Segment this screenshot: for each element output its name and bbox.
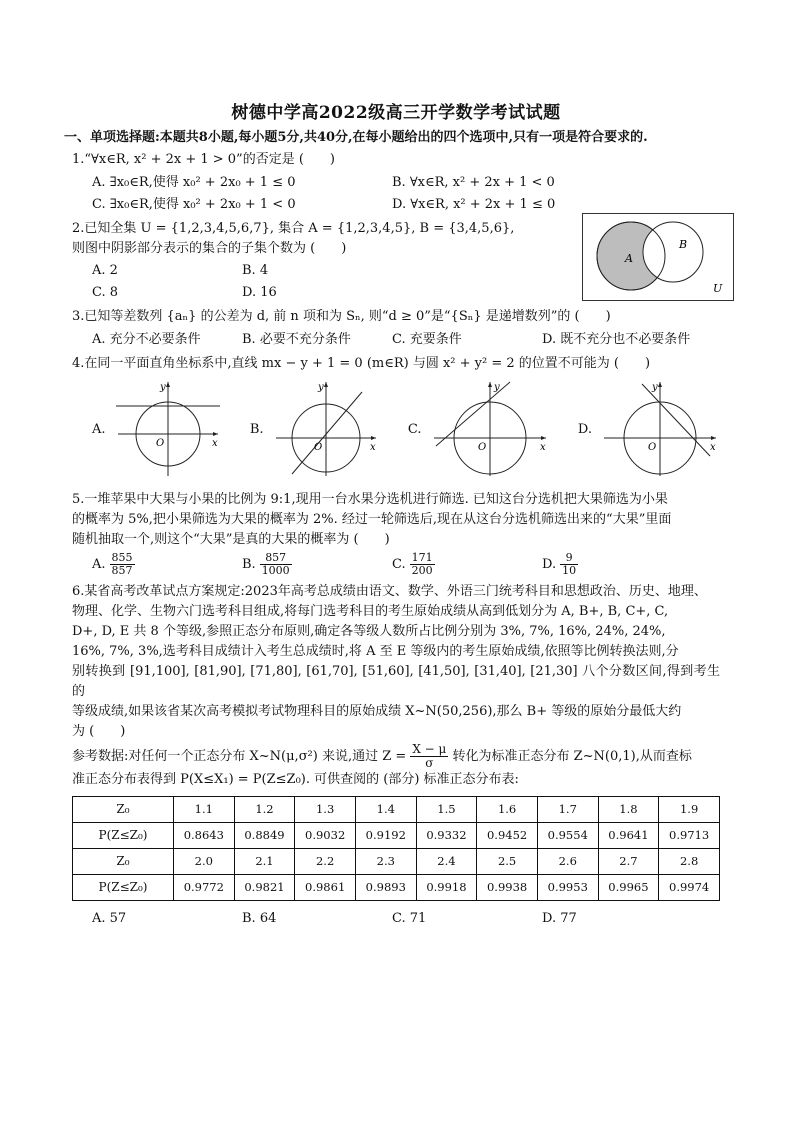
- graph-a-y-label: y: [159, 381, 166, 393]
- question-2-stem-line2: 则图中阴影部分表示的集合的子集个数为 ( ): [72, 241, 347, 257]
- question-5-line3: 随机抽取一个,则这个“大果”是真的大果的概率为 ( ): [72, 532, 390, 548]
- option-d: D. 16: [242, 285, 277, 301]
- table-cell: 1.4: [355, 797, 416, 823]
- option-c: C. 充要条件: [392, 331, 462, 347]
- question-6-reference-line1: [72, 743, 720, 770]
- option-b-denominator: 1000: [261, 564, 290, 578]
- graph-a-origin: O: [155, 437, 164, 449]
- table-cell: 0.8849: [234, 823, 295, 849]
- question-4-graphs: [92, 378, 722, 482]
- table-cell: 2.2: [295, 849, 356, 875]
- graph-d-label: D.: [577, 421, 592, 437]
- graph-b-origin: O: [313, 441, 322, 453]
- question-6-line5: 别转换到 [91,100], [81,90], [71,80], [61,70], [51,60], [41,50], [31,40], [21,30] 八个分数区间,得到考生的: [72, 664, 720, 700]
- table-cell: 0.9965: [598, 875, 659, 901]
- table-cell: 2.7: [598, 849, 659, 875]
- option-c: C. ∃x₀∈R,使得 x₀² + 2x₀ + 1 < 0: [92, 196, 296, 212]
- table-cell: 1.7: [537, 797, 598, 823]
- question-6-options: [92, 909, 720, 929]
- venn-label-u: U: [713, 281, 723, 295]
- reference-denominator: σ: [425, 755, 434, 770]
- table-row-header: P(Z≤Z₀): [73, 823, 174, 849]
- venn-svg: [583, 214, 733, 300]
- table-cell: 1.6: [477, 797, 538, 823]
- table-cell: 2.8: [659, 849, 720, 875]
- table-cell: 0.9938: [477, 875, 538, 901]
- graph-d-y-label: y: [651, 381, 658, 393]
- graph-a-svg: [112, 378, 224, 482]
- question-4-stem: 4.在同一平面直角坐标系中,直线 mx − y + 1 = 0 (m∈R) 与圆 x² + y² = 2 的位置不可能为 ( ): [72, 355, 651, 371]
- reference-text-a: 参考数据:对任何一个正态分布 X~N(μ,σ²) 来说,通过 Z =: [72, 748, 407, 764]
- graph-a-label: A.: [92, 421, 106, 437]
- section-heading: 一、单项选择题:本题共8小题,每小题5分,共40分,在每小题给出的四个选项中,只有一项是符合要求的.: [64, 130, 648, 146]
- table-cell: 0.9893: [355, 875, 416, 901]
- table-cell: 2.6: [537, 849, 598, 875]
- option-c-denominator: 200: [411, 564, 433, 578]
- table-cell: 0.9554: [537, 823, 598, 849]
- question-6-line1: 6.某省高考改革试点方案规定:2023年高考总成绩由语文、数学、外语三门统考科目和思想政治、历史、地理、: [72, 583, 707, 599]
- option-c: C. 8: [92, 285, 119, 301]
- reference-fraction: [410, 743, 448, 770]
- option-a: [92, 552, 242, 577]
- graph-c-origin: O: [477, 441, 486, 453]
- option-b-label: B.: [242, 557, 256, 573]
- option-a-numerator: 855: [111, 551, 133, 565]
- table-cell: 0.9772: [174, 875, 235, 901]
- venn-circle-b: [643, 222, 703, 282]
- graph-a: [92, 378, 224, 482]
- question-1: [72, 150, 720, 214]
- question-6-line4: 16%, 7%, 3%,选考科目成绩计入考生总成绩时,将 A 至 E 等级内的考生原始成绩,依照等比例转换法则,分: [72, 643, 679, 659]
- table-cell: 1.3: [295, 797, 356, 823]
- option-d: [542, 552, 692, 577]
- table-cell: 0.9452: [477, 823, 538, 849]
- question-2: [72, 219, 723, 304]
- question-5-options: [92, 552, 720, 577]
- graph-c-y-label: y: [493, 381, 500, 393]
- question-5: [72, 490, 720, 578]
- option-b: [242, 552, 392, 577]
- option-d-fraction: [560, 552, 578, 577]
- venn-label-b: B: [679, 237, 688, 251]
- table-cell: 2.3: [355, 849, 416, 875]
- table-cell: 0.8643: [174, 823, 235, 849]
- question-3-stem: 3.已知等差数列 {aₙ} 的公差为 d, 前 n 项和为 Sₙ, 则“d ≥ 0”是“{Sₙ} 是递增数列”的 ( ): [72, 309, 611, 325]
- option-b-fraction: [260, 552, 292, 577]
- graph-d-x-label: x: [709, 441, 716, 453]
- option-b: B. 64: [242, 911, 277, 927]
- option-d: D. 77: [542, 911, 577, 927]
- graph-c-svg: [428, 378, 552, 482]
- question-1-stem: 1.“∀x∈R, x² + 2x + 1 > 0”的否定是 ( ): [72, 152, 335, 168]
- venn-label-a: A: [625, 251, 633, 265]
- option-a: A. 充分不必要条件: [92, 331, 201, 347]
- graph-b-svg: [270, 378, 382, 482]
- question-3: [72, 307, 720, 349]
- table-row-p-row-1: [73, 823, 720, 849]
- graph-c-label: C.: [407, 421, 422, 437]
- graph-b-y-label: y: [317, 381, 324, 393]
- table-cell: 1.9: [659, 797, 720, 823]
- option-b: B. 必要不充分条件: [242, 331, 351, 347]
- option-d-numerator: 9: [560, 552, 578, 565]
- normal-distribution-table: [72, 796, 720, 901]
- table-cell: 1.5: [416, 797, 477, 823]
- option-a: A. ∃x₀∈R,使得 x₀² + 2x₀ + 1 ≤ 0: [92, 174, 296, 190]
- option-b: B. ∀x∈R, x² + 2x + 1 < 0: [392, 174, 555, 190]
- table-cell: 0.9918: [416, 875, 477, 901]
- option-a-label: A.: [92, 557, 106, 573]
- question-2-stem-line1: 2.已知全集 U = {1,2,3,4,5,6,7}, 集合 A = {1,2,3,4,5}, B = {3,4,5,6},: [72, 220, 515, 236]
- option-c: C. 71: [392, 911, 427, 927]
- exam-title: 树德中学高2022级高三开学数学考试试题: [231, 103, 561, 123]
- question-6: [72, 582, 720, 930]
- table-cell: 2.5: [477, 849, 538, 875]
- table-row-z-row-2: [73, 849, 720, 875]
- table-cell: 2.4: [416, 849, 477, 875]
- option-c: [392, 552, 542, 577]
- graph-c: [408, 378, 552, 482]
- question-5-line1: 5.一堆苹果中大果与小果的比例为 9:1,现用一台水果分选机进行筛选. 已知这台分选机把大果筛选为小果: [72, 491, 668, 507]
- table-cell: 0.9861: [295, 875, 356, 901]
- graph-c-x-label: x: [539, 441, 546, 453]
- question-6-line2: 物理、化学、生物六门选考科目组成,将每门选考科目的考生原始成绩从高到低划分为 A, B+, B, C+, C,: [72, 603, 669, 619]
- table-cell: 2.0: [174, 849, 235, 875]
- table-cell: 2.1: [234, 849, 295, 875]
- question-1-options: [92, 173, 720, 215]
- question-6-line3: D+, D, E 共 8 个等级,参照正态分布原则,确定各等级人数所占比例分别为 3%, 7%, 16%, 24%, 24%,: [72, 623, 666, 639]
- table-row-header: Z₀: [73, 849, 174, 875]
- question-5-line2: 的概率为 5%,把小果筛选为大果的概率为 2%. 经过一轮筛选后,现在从这台分选机筛选出来的“大果”里面: [72, 512, 672, 528]
- option-c-fraction: [410, 552, 435, 577]
- graph-b: [250, 378, 382, 482]
- option-a: A. 57: [92, 911, 127, 927]
- table-cell: 0.9953: [537, 875, 598, 901]
- table-row-p-row-2: [73, 875, 720, 901]
- reference-text-b: 转化为标准正态分布 Z~N(0,1),从而查标: [452, 748, 692, 764]
- table-cell: 1.2: [234, 797, 295, 823]
- option-d-denominator: 10: [562, 564, 577, 578]
- table-row-header: P(Z≤Z₀): [73, 875, 174, 901]
- table-cell: 1.1: [174, 797, 235, 823]
- option-d: D. ∀x∈R, x² + 2x + 1 ≤ 0: [392, 196, 556, 212]
- question-6-line7: 为 ( ): [72, 724, 126, 740]
- table-row-z-row-1: [73, 797, 720, 823]
- graph-d-origin: O: [647, 441, 657, 453]
- reference-numerator: X − μ: [412, 741, 447, 756]
- option-d: D. 既不充分也不必要条件: [542, 331, 691, 347]
- table-cell: 0.9641: [598, 823, 659, 849]
- question-6-reference-line2: 准正态分布表得到 P(X≤X₁) = P(Z≤Z₀). 可供查阅的 (部分) 标准正态分布表:: [72, 772, 519, 787]
- question-3-options: [92, 330, 720, 350]
- option-a-denominator: 857: [111, 564, 133, 578]
- option-b-numerator: 857: [260, 552, 292, 565]
- table-row-header: Z₀: [73, 797, 174, 823]
- graph-b-label: B.: [249, 421, 264, 437]
- exam-page: [64, 100, 723, 933]
- venn-diagram: [582, 213, 734, 301]
- option-a: A. 2: [92, 263, 118, 279]
- question-6-line6: 等级成绩,如果该省某次高考模拟考试物理科目的原始成绩 X~N(50,256),那么 B+ 等级的原始分最低大约: [72, 704, 682, 720]
- table-cell: 0.9974: [659, 875, 720, 901]
- option-a-fraction: [110, 552, 135, 577]
- table-cell: 0.9032: [295, 823, 356, 849]
- table-cell: 1.8: [598, 797, 659, 823]
- graph-a-x-label: x: [211, 437, 218, 449]
- option-b: B. 4: [242, 263, 269, 279]
- table-cell: 0.9821: [234, 875, 295, 901]
- option-d-label: D.: [542, 557, 557, 573]
- table-cell: 0.9713: [659, 823, 720, 849]
- graph-d-svg: [598, 378, 722, 482]
- table-cell: 0.9332: [416, 823, 477, 849]
- option-c-numerator: 171: [411, 551, 433, 565]
- graph-d: [578, 378, 722, 482]
- question-4: [72, 354, 720, 482]
- graph-b-x-label: x: [369, 441, 376, 453]
- option-c-label: C.: [392, 557, 406, 573]
- table-cell: 0.9192: [355, 823, 416, 849]
